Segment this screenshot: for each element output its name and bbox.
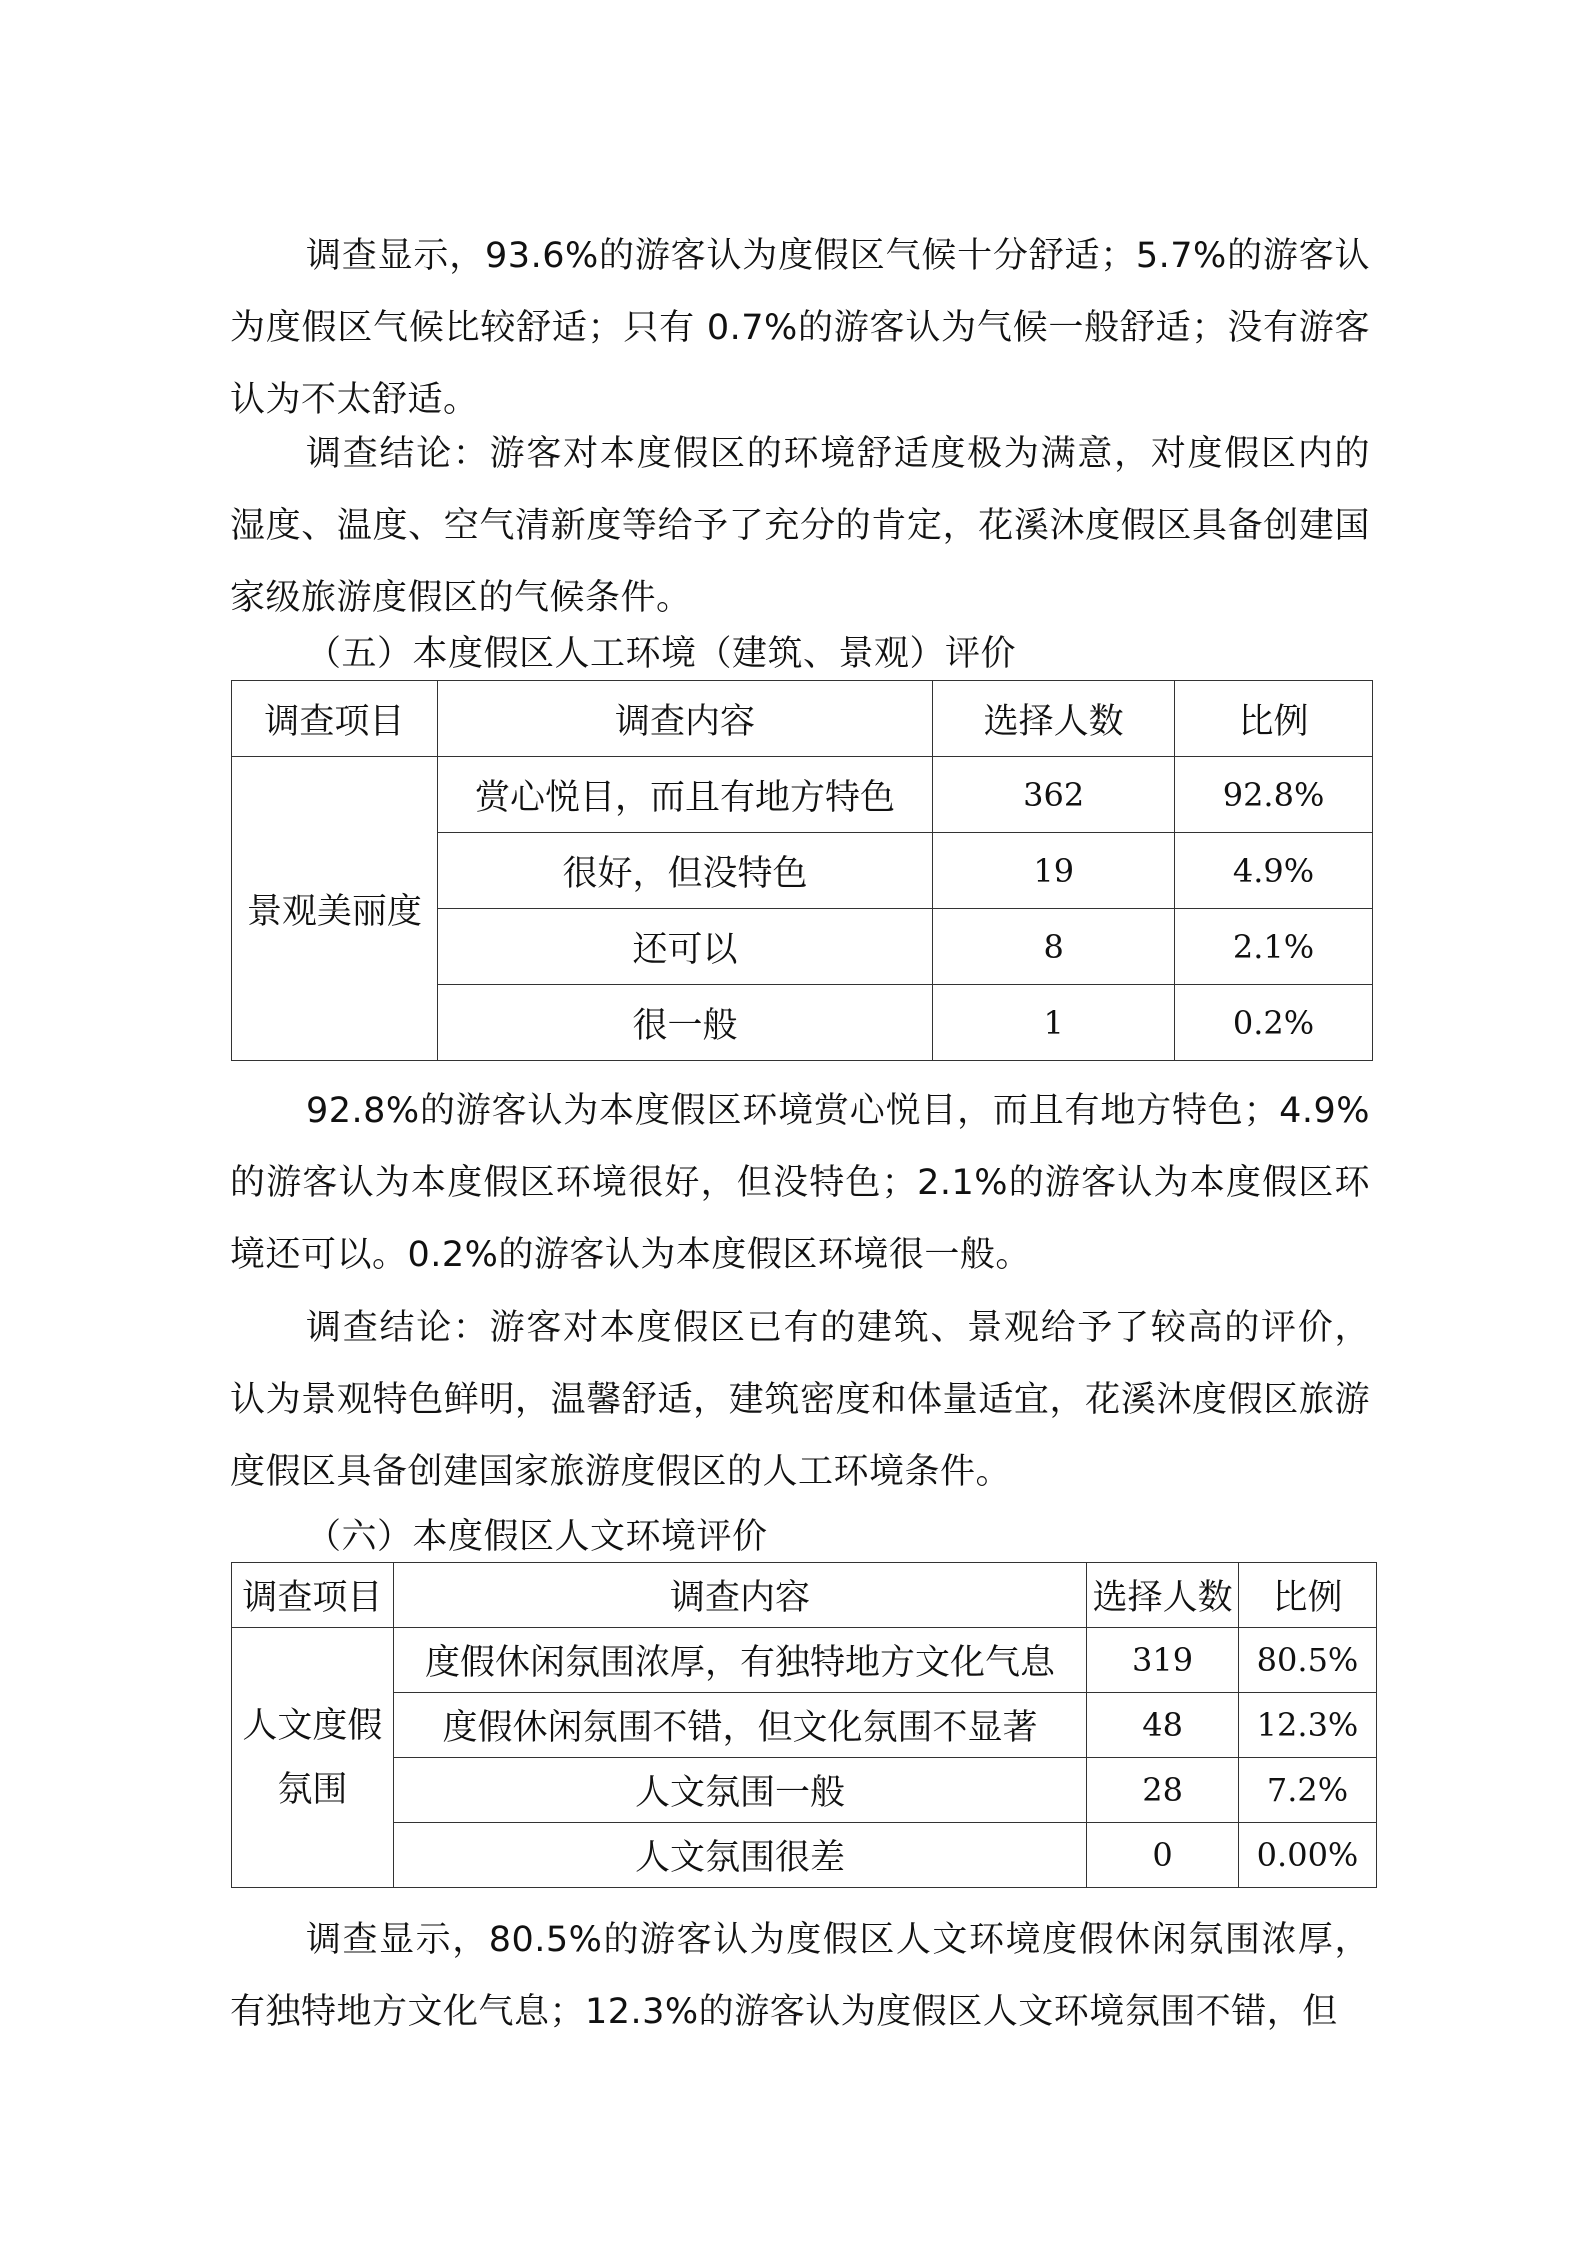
section6-table (231, 1562, 1377, 1888)
table-header-row (232, 1563, 1377, 1628)
header-ratio: 比例 (1239, 1563, 1377, 1628)
ratio-cell: 80.5% (1239, 1628, 1377, 1693)
content-cell: 赏心悦目，而且有地方特色 (437, 757, 933, 833)
table-header-row (232, 681, 1373, 757)
table-row (232, 1823, 1377, 1888)
section5-table (231, 680, 1373, 1061)
header-count: 选择人数 (933, 681, 1175, 757)
count-cell: 48 (1087, 1693, 1239, 1758)
content-cell: 人文氛围很差 (393, 1823, 1086, 1888)
paragraph-landscape-conclusion: 调查结论：游客对本度假区已有的建筑、景观给予了较高的评价，认为景观特色鲜明，温馨舒适，建筑密度和体量适宜，花溪沐度假区旅游度假区具备创建国家旅游度假区的人工环境条件。 (230, 1308, 1370, 1492)
table-row (232, 1693, 1377, 1758)
table-row (232, 757, 1373, 833)
survey-item-cell: 景观美丽度 (232, 757, 438, 1061)
ratio-cell: 2.1% (1175, 909, 1373, 985)
paragraph-culture-results: 调查显示，80.5%的游客认为度假区人文环境度假休闲氛围浓厚，有独特地方文化气息；12.3%的游客认为度假区人文环境氛围不错，但 (230, 1920, 1370, 2032)
count-cell: 28 (1087, 1758, 1239, 1823)
content-cell: 度假休闲氛围不错，但文化氛围不显著 (393, 1693, 1086, 1758)
table-row (232, 1758, 1377, 1823)
header-count: 选择人数 (1087, 1563, 1239, 1628)
section6-heading: （六）本度假区人文环境评价 (306, 1517, 768, 1557)
header-item: 调查项目 (232, 681, 438, 757)
section5-heading: （五）本度假区人工环境（建筑、景观）评价 (306, 634, 1017, 674)
ratio-cell: 0.00% (1239, 1823, 1377, 1888)
count-cell: 8 (933, 909, 1175, 985)
content-cell: 度假休闲氛围浓厚，有独特地方文化气息 (393, 1628, 1086, 1693)
header-item: 调查项目 (232, 1563, 394, 1628)
count-cell: 19 (933, 833, 1175, 909)
paragraph-landscape-results: 92.8%的游客认为本度假区环境赏心悦目，而且有地方特色；4.9%的游客认为本度假区环境很好，但没特色；2.1%的游客认为本度假区环境还可以。0.2%的游客认为本度假区环境很一般。 (230, 1091, 1370, 1275)
content-cell: 人文氛围一般 (393, 1758, 1086, 1823)
ratio-cell: 0.2% (1175, 985, 1373, 1061)
header-ratio: 比例 (1175, 681, 1373, 757)
count-cell: 319 (1087, 1628, 1239, 1693)
count-cell: 1 (933, 985, 1175, 1061)
paragraph-climate-results: 调查显示，93.6%的游客认为度假区气候十分舒适；5.7%的游客认为度假区气候比较舒适；只有 0.7%的游客认为气候一般舒适；没有游客认为不太舒适。 (230, 236, 1370, 420)
ratio-cell: 12.3% (1239, 1693, 1377, 1758)
count-cell: 362 (933, 757, 1175, 833)
paragraph-climate-conclusion: 调查结论：游客对本度假区的环境舒适度极为满意，对度假区内的湿度、温度、空气清新度等给予了充分的肯定，花溪沐度假区具备创建国家级旅游度假区的气候条件。 (230, 434, 1370, 618)
header-content: 调查内容 (393, 1563, 1086, 1628)
count-cell: 0 (1087, 1823, 1239, 1888)
ratio-cell: 92.8% (1175, 757, 1373, 833)
ratio-cell: 7.2% (1239, 1758, 1377, 1823)
content-cell: 还可以 (437, 909, 933, 985)
ratio-cell: 4.9% (1175, 833, 1373, 909)
table-row (232, 1628, 1377, 1693)
header-content: 调查内容 (437, 681, 933, 757)
survey-item-cell: 人文度假氛围 (232, 1628, 394, 1888)
content-cell: 很好，但没特色 (437, 833, 933, 909)
content-cell: 很一般 (437, 985, 933, 1061)
